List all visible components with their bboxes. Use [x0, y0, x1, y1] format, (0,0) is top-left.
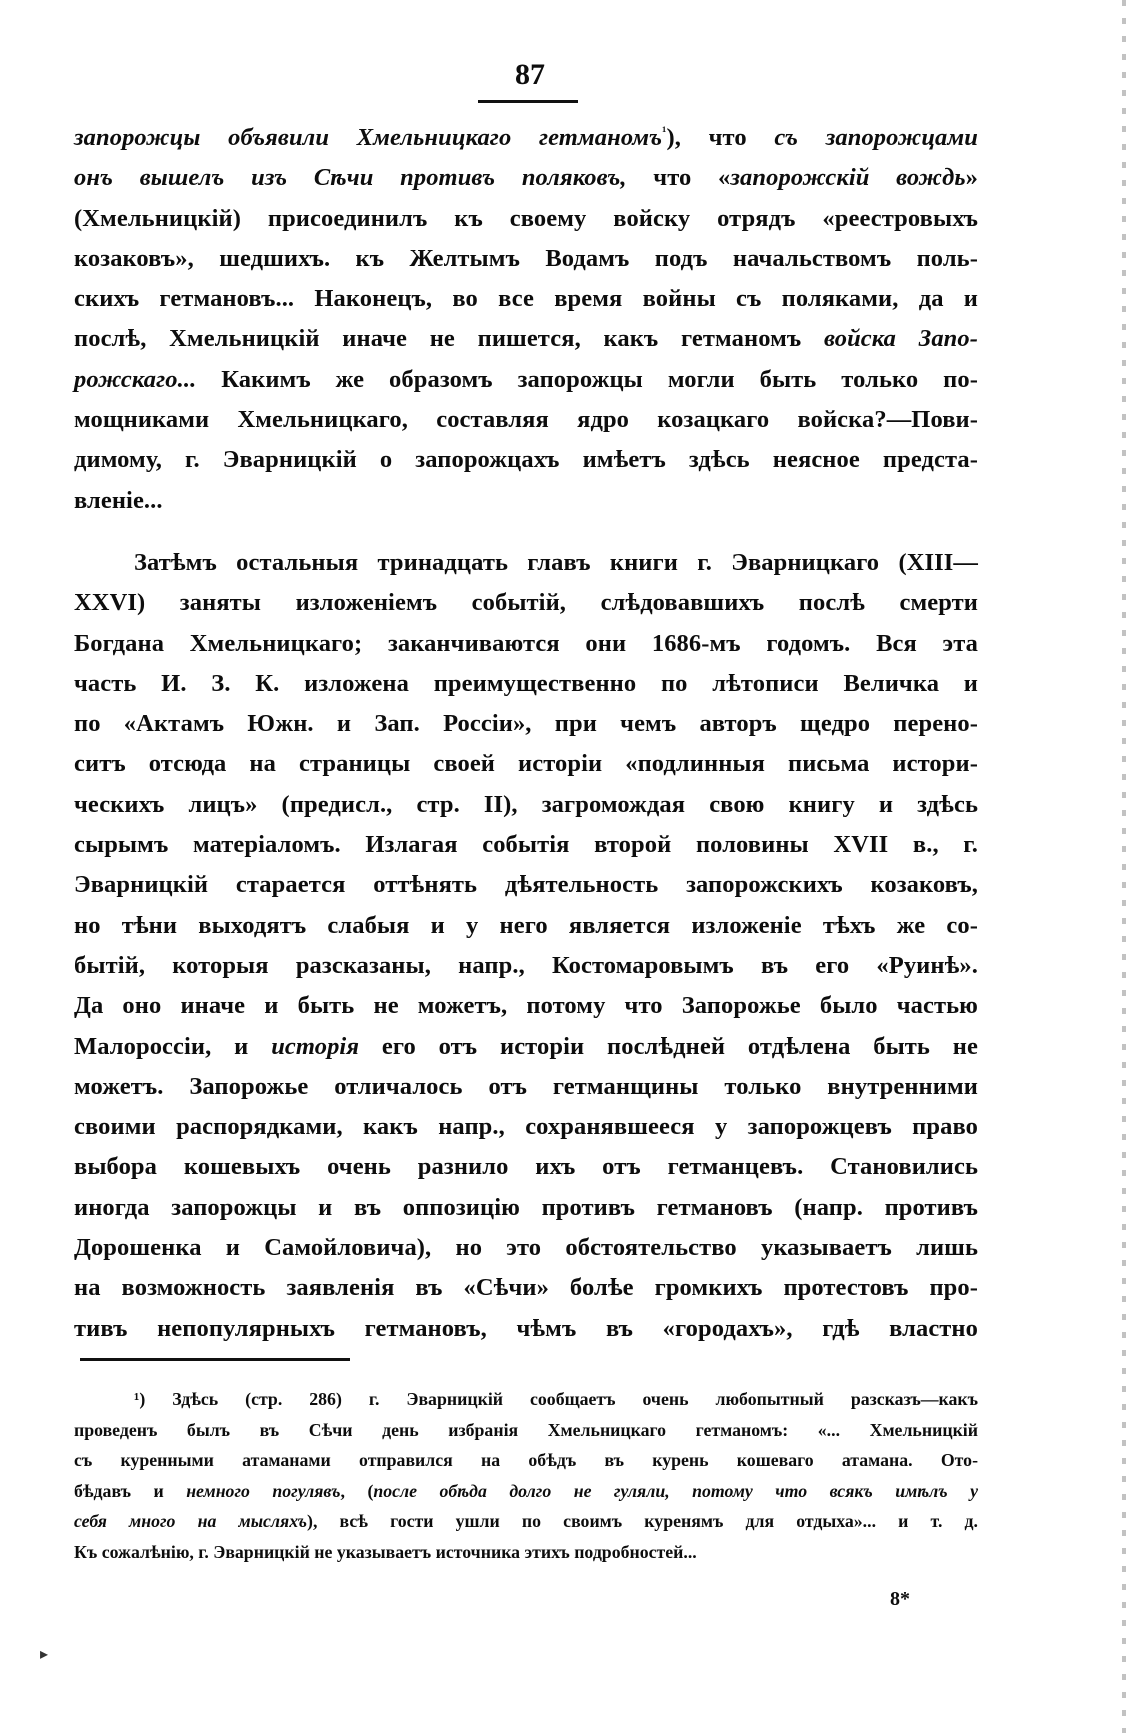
body.p1-line	[74, 440, 978, 480]
body.p1-line	[74, 319, 978, 359]
footnotes-line	[74, 1415, 978, 1446]
text-span: мощниками Хмельницкаго, составляя ядро козацкаго войска?—Пови-	[74, 406, 978, 434]
italic-text: себя много на мысляхъ	[74, 1511, 308, 1532]
page-number: 87	[515, 58, 545, 91]
body.p1-line	[74, 239, 978, 279]
body.p2-line	[74, 1107, 978, 1147]
italic-text: рожскаго...	[74, 365, 197, 393]
page-number-rule	[478, 100, 578, 103]
body.p2-line	[74, 906, 978, 946]
text-span: ), всѣ гости ушли по своимъ куренямъ для отдыха»... и т. д.	[307, 1511, 978, 1532]
body.p2-line	[74, 865, 978, 905]
text-span: Какимъ же образомъ запорожцы могли быть только по-	[196, 365, 978, 393]
body.p2-line	[74, 1268, 978, 1308]
footnotes-line	[74, 1537, 978, 1568]
body.p1-line	[74, 360, 978, 400]
body-text	[74, 118, 978, 1349]
paragraph-2	[74, 543, 978, 1349]
text-span: XXVI) заняты изложеніемъ событій, слѣдовавшихъ послѣ смерти	[74, 589, 978, 617]
text-span: но тѣни выходятъ слабыя и у него является изложеніе тѣхъ же со-	[74, 911, 978, 939]
text-span: проведенъ былъ въ Сѣчи день избранія Хмельницкаго гетманомъ: «... Хмельницкій	[74, 1419, 978, 1440]
text-span: съ куренными атаманами отправился на обѣдъ въ курень кошеваго атамана. Ото-	[74, 1450, 978, 1471]
text-span: ческихъ лицъ» (предисл., стр. II), загромождая свою книгу и здѣсь	[74, 790, 978, 818]
italic-text: запорожскій вождь	[730, 164, 966, 192]
italic-text: съ запорожцами	[774, 124, 979, 151]
body.p2-line	[74, 946, 978, 986]
footnote-rule	[80, 1358, 350, 1361]
body.p1-line	[74, 400, 978, 440]
italic-text: запорожцы объявили Хмельницкаго гетманомъ	[74, 124, 663, 151]
body.p2-line	[74, 1188, 978, 1228]
footnotes	[74, 1384, 978, 1568]
text-span: его отъ исторіи послѣдней отдѣлена быть не	[359, 1032, 978, 1060]
body.p2-line	[74, 543, 978, 583]
italic-text: войска Запо-	[824, 325, 978, 353]
text-span: Да оно иначе и быть не можетъ, потому что Запорожье было частью	[74, 992, 978, 1020]
body.p2-line	[74, 704, 978, 744]
body.p2-line	[74, 1309, 978, 1349]
body.p1-line	[74, 279, 978, 319]
text-span: иногда запорожцы и въ оппозицію противъ гетмановъ (напр. противъ	[74, 1193, 978, 1221]
text-span: бытій, которыя разсказаны, напр., Костомаровымъ въ его «Руинѣ».	[74, 951, 978, 979]
italic-text: онъ вышелъ изъ Сѣчи противъ поляковъ,	[74, 164, 627, 192]
text-span: Дорошенка и Самойловича), но это обстоятельство указываетъ лишь	[74, 1234, 978, 1262]
footnote-marker: ¹	[662, 124, 667, 140]
text-span: скихъ гетмановъ... Наконецъ, во все время войны съ поляками, да и	[74, 285, 978, 313]
scan-margin-artifact	[1122, 0, 1126, 1733]
text-span: Малороссіи, и	[74, 1032, 272, 1060]
text-span: димому, г. Эварницкій о запорожцахъ имѣетъ здѣсь неясное предста-	[74, 446, 978, 474]
paragraph-gap	[74, 521, 978, 543]
text-span: тивъ непопулярныхъ гетмановъ, чѣмъ въ «городахъ», гдѣ властно	[74, 1314, 978, 1342]
text-span: ситъ отсюда на страницы своей исторіи «подлинныя письма истори-	[74, 750, 978, 778]
text-span: Затѣмъ остальныя тринадцать главъ книги г. Эварницкаго (XIII—	[134, 548, 978, 576]
text-span: Богдана Хмельницкаго; заканчиваются они 1686-мъ годомъ. Вся эта	[74, 629, 978, 657]
text-span: козаковъ», шедшихъ. къ Желтымъ Водамъ подъ начальствомъ поль-	[74, 244, 978, 272]
body.p2-line	[74, 986, 978, 1026]
text-span: (Хмельницкій) присоединилъ къ своему войску отрядъ «реестровыхъ	[74, 204, 978, 232]
signature-mark: 8*	[890, 1588, 910, 1610]
body.p2-line	[74, 825, 978, 865]
footnotes-line	[74, 1506, 978, 1537]
text-span: ), что	[666, 124, 775, 151]
body.p1-line	[74, 481, 978, 521]
body.p2-line	[74, 1067, 978, 1107]
text-span: , (	[340, 1480, 374, 1501]
body.p2-line	[74, 785, 978, 825]
text-span: что «	[626, 164, 731, 192]
text-span: »	[965, 164, 978, 192]
text-span: бѣдавъ и	[74, 1480, 187, 1501]
text-span: ¹) Здѣсь (стр. 286) г. Эварницкій сообщаетъ очень любопытный разсказъ—какъ	[134, 1389, 978, 1409]
text-span: сырымъ матеріаломъ. Излагая событія второй половины XVII в., г.	[74, 831, 978, 859]
body.p2-line	[74, 583, 978, 623]
body.p2-line	[74, 664, 978, 704]
corner-mark: ▸	[40, 1646, 49, 1663]
text-span: на возможность заявленія въ «Сѣчи» болѣе громкихъ протестовъ про-	[74, 1274, 978, 1302]
text-span: часть И. З. К. изложена преимущественно по лѣтописи Величка и	[74, 669, 978, 697]
body.p1-line	[74, 158, 978, 198]
body.p2-line	[74, 1228, 978, 1268]
body.p1-line	[74, 199, 978, 239]
text-span: выбора кошевыхъ очень разнило ихъ отъ гетманцевъ. Становились	[74, 1153, 978, 1181]
body.p2-line	[74, 624, 978, 664]
text-span: своими распорядками, какъ напр., сохранявшееся у запорожцевъ право	[74, 1113, 978, 1141]
italic-text: исторія	[271, 1032, 360, 1060]
italic-text: немного погулявъ	[186, 1480, 341, 1501]
footnotes-line	[74, 1445, 978, 1476]
text-span: послѣ, Хмельницкій иначе не пишется, какъ гетманомъ	[74, 325, 824, 353]
text-span: Эварницкій старается оттѣнять дѣятельность запорожскихъ козаковъ,	[74, 871, 978, 899]
paragraph-1	[74, 118, 978, 521]
body.p1-line	[74, 118, 978, 158]
body.p2-line	[74, 1147, 978, 1187]
text-span: можетъ. Запорожье отличалось отъ гетманщины только внутренними	[74, 1072, 978, 1100]
text-span: по «Актамъ Южн. и Зап. Россіи», при чемъ авторъ щедро перено-	[74, 710, 978, 738]
body.p2-line	[74, 744, 978, 784]
body.p2-line	[74, 1027, 978, 1067]
italic-text: после обѣда долго не гуляли, потому что всякъ имѣлъ у	[373, 1480, 979, 1501]
footnotes-line	[74, 1476, 978, 1507]
footnotes-line	[74, 1384, 978, 1415]
text-span: Къ сожалѣнію, г. Эварницкій не указываетъ источника этихъ подробностей...	[74, 1541, 697, 1562]
text-span: вленіе...	[74, 486, 163, 514]
